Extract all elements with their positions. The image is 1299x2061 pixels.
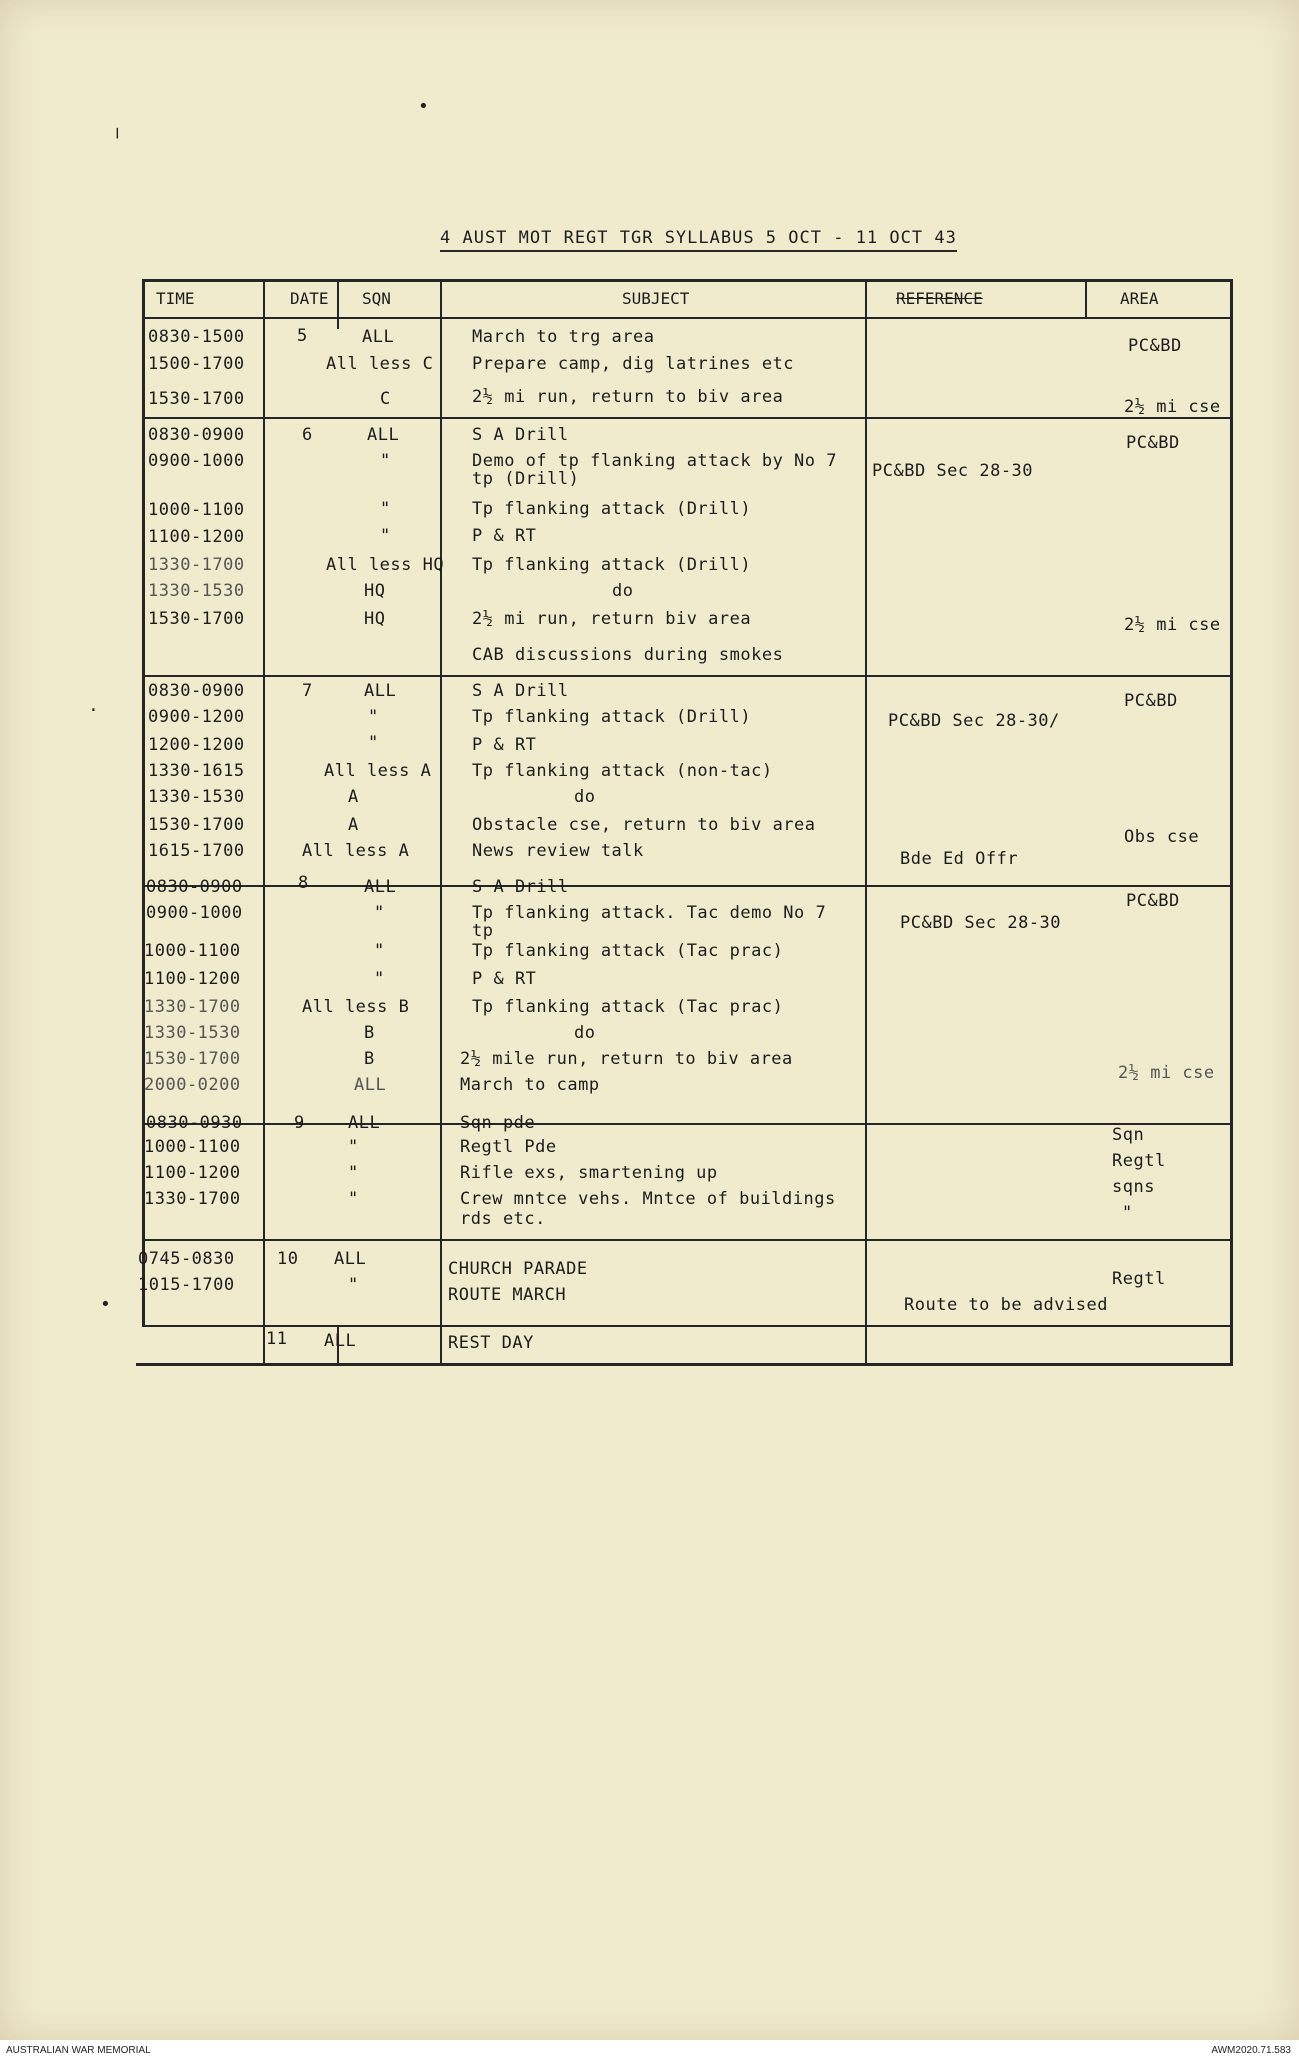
sqn-cell: All less A bbox=[302, 841, 410, 861]
subject-cell: CHURCH PARADE bbox=[448, 1259, 588, 1279]
sqn-cell: " bbox=[368, 707, 379, 727]
subject-cell: Crew mntce vehs. Mntce of buildings bbox=[460, 1189, 836, 1209]
subject-cell-cont: rds etc. bbox=[460, 1209, 546, 1229]
area-cell: 2½ mi cse bbox=[1118, 1063, 1215, 1083]
header-time: TIME bbox=[156, 289, 195, 308]
area-cell: PC&BD bbox=[1126, 891, 1180, 911]
subject-cell-cont: tp bbox=[472, 921, 494, 941]
time-cell: 1615-1700 bbox=[148, 841, 245, 861]
time-cell: 1000-1100 bbox=[144, 1137, 241, 1157]
reference-cell: PC&BD Sec 28-30 bbox=[900, 913, 1062, 933]
sqn-cell: ALL bbox=[324, 1331, 357, 1351]
reference-cell: Route to be advised bbox=[904, 1295, 1108, 1315]
header-subject: SUBJECT bbox=[622, 289, 690, 308]
time-cell: 0830-0930 bbox=[146, 1113, 243, 1133]
subject-cell: REST DAY bbox=[448, 1333, 534, 1353]
subject-cell: Rifle exs, smartening up bbox=[460, 1163, 718, 1183]
subject-cell: Tp flanking attack (Drill) bbox=[472, 707, 752, 727]
subject-cell: Tp flanking attack (non-tac) bbox=[472, 761, 773, 781]
subject-cell: do bbox=[574, 1023, 596, 1043]
header-date: DATE bbox=[290, 289, 329, 308]
reference-cell: Bde Ed Offr bbox=[900, 849, 1019, 869]
time-cell: 1330-1530 bbox=[144, 1023, 241, 1043]
col-divider-date bbox=[337, 279, 339, 329]
time-cell: 1000-1100 bbox=[148, 500, 245, 520]
sqn-cell: ALL bbox=[348, 1113, 381, 1133]
time-cell: 1200-1200 bbox=[148, 735, 245, 755]
date-cell: 11 bbox=[266, 1329, 288, 1349]
subject-cell: March to trg area bbox=[472, 327, 655, 347]
time-cell: 1530-1700 bbox=[148, 815, 245, 835]
time-cell: 1100-1200 bbox=[144, 969, 241, 989]
time-cell: 1330-1530 bbox=[148, 581, 245, 601]
sqn-cell: " bbox=[380, 499, 391, 519]
area-cell: Regtl bbox=[1112, 1151, 1166, 1171]
sqn-cell: HQ bbox=[364, 581, 386, 601]
time-cell: 1330-1615 bbox=[148, 761, 245, 781]
sqn-cell: HQ bbox=[364, 609, 386, 629]
subject-cell: S A Drill bbox=[472, 425, 569, 445]
time-cell: 1330-1700 bbox=[144, 997, 241, 1017]
date-cell: 6 bbox=[302, 425, 313, 445]
subject-cell: P & RT bbox=[472, 735, 537, 755]
reference-cell: PC&BD Sec 28-30/ bbox=[888, 711, 1060, 731]
paper-mark: • bbox=[100, 1294, 111, 1315]
sqn-cell: " bbox=[374, 969, 385, 989]
time-cell: 0830-0900 bbox=[148, 681, 245, 701]
header-sqn: SQN bbox=[362, 289, 391, 308]
time-cell: 1330-1700 bbox=[144, 1189, 241, 1209]
subject-cell: 2½ mile run, return to biv area bbox=[460, 1049, 793, 1069]
time-cell: 1500-1700 bbox=[148, 354, 245, 374]
time-cell: 1330-1530 bbox=[148, 787, 245, 807]
sqn-cell: " bbox=[374, 903, 385, 923]
paper-mark: ╷ bbox=[112, 118, 123, 139]
footer-accession-number: AWM2020.71.583 bbox=[1211, 2045, 1291, 2056]
sqn-cell: " bbox=[348, 1275, 359, 1295]
area-cell: Sqn bbox=[1112, 1125, 1145, 1145]
time-cell: 1000-1100 bbox=[144, 941, 241, 961]
subject-cell: Tp flanking attack (Drill) bbox=[472, 555, 752, 575]
area-cell: Regtl bbox=[1112, 1269, 1166, 1289]
subject-cell-cont: tp (Drill) bbox=[472, 469, 580, 489]
subject-cell: Tp flanking attack (Tac prac) bbox=[472, 997, 784, 1017]
subject-cell: Tp flanking attack (Drill) bbox=[472, 499, 752, 519]
time-cell: 0900-1000 bbox=[146, 903, 243, 923]
date-cell: 7 bbox=[302, 681, 313, 701]
time-cell: 0900-1000 bbox=[148, 451, 245, 471]
sqn-cell: C bbox=[380, 389, 391, 409]
sqn-cell: " bbox=[380, 451, 391, 471]
time-cell: 1015-1700 bbox=[138, 1275, 235, 1295]
header-rule bbox=[142, 317, 1233, 319]
subject-cell: 2½ mi run, return to biv area bbox=[472, 387, 784, 407]
sqn-cell: ALL bbox=[354, 1075, 387, 1095]
table-border-bottom bbox=[136, 1363, 1233, 1366]
subject-cell: Regtl Pde bbox=[460, 1137, 557, 1157]
time-cell: 0830-0900 bbox=[146, 877, 243, 897]
reference-cell: PC&BD Sec 28-30 bbox=[872, 461, 1034, 481]
subject-cell: March to camp bbox=[460, 1075, 600, 1095]
sqn-cell: ALL bbox=[362, 327, 395, 347]
sqn-cell: ALL bbox=[364, 681, 397, 701]
block-divider bbox=[142, 1123, 1233, 1125]
time-cell: 1530-1700 bbox=[148, 609, 245, 629]
sqn-cell: All less C bbox=[326, 354, 434, 374]
subject-cell: ROUTE MARCH bbox=[448, 1285, 567, 1305]
block-divider bbox=[142, 417, 1233, 419]
area-cell: PC&BD bbox=[1128, 336, 1182, 356]
sqn-cell: B bbox=[364, 1023, 375, 1043]
block-divider bbox=[142, 675, 1233, 677]
subject-cell: Obstacle cse, return to biv area bbox=[472, 815, 816, 835]
subject-cell: do bbox=[574, 787, 596, 807]
sqn-cell: " bbox=[348, 1163, 359, 1183]
block-divider bbox=[142, 1239, 1233, 1241]
subject-cell: Tp flanking attack (Tac prac) bbox=[472, 941, 784, 961]
subject-cell: P & RT bbox=[472, 526, 537, 546]
sqn-cell: ALL bbox=[334, 1249, 367, 1269]
paper-mark: • bbox=[418, 96, 429, 117]
area-cell: PC&BD bbox=[1124, 691, 1178, 711]
table-border-top bbox=[142, 279, 1233, 282]
date-cell: 10 bbox=[277, 1249, 299, 1269]
area-cell: 2½ mi cse bbox=[1124, 397, 1221, 417]
date-cell: 9 bbox=[294, 1113, 305, 1133]
sqn-cell: All less HQ bbox=[326, 555, 445, 575]
time-cell: 0830-1500 bbox=[148, 327, 245, 347]
subject-cell: P & RT bbox=[472, 969, 537, 989]
sqn-cell: " bbox=[380, 526, 391, 546]
time-cell: 1100-1200 bbox=[144, 1163, 241, 1183]
header-area: AREA bbox=[1120, 289, 1159, 308]
time-cell: 1100-1200 bbox=[148, 527, 245, 547]
footer-institution: AUSTRALIAN WAR MEMORIAL bbox=[6, 2045, 151, 2056]
subject-cell: S A Drill bbox=[472, 877, 569, 897]
area-cell: sqns bbox=[1112, 1177, 1155, 1197]
archive-footer bbox=[0, 2040, 1299, 2061]
syllabus-table bbox=[138, 279, 1233, 1366]
subject-cell: S A Drill bbox=[472, 681, 569, 701]
col-divider-subject bbox=[865, 279, 867, 1366]
time-cell: 0900-1200 bbox=[148, 707, 245, 727]
col-divider-time bbox=[263, 279, 265, 1366]
area-cell: 2½ mi cse bbox=[1124, 615, 1221, 635]
sqn-cell: ALL bbox=[367, 425, 400, 445]
subject-cell: Tp flanking attack. Tac demo No 7 bbox=[472, 903, 827, 923]
subject-cell: News review talk bbox=[472, 841, 644, 861]
sqn-cell: " bbox=[368, 733, 379, 753]
document-title: 4 AUST MOT REGT TGR SYLLABUS 5 OCT - 11 OCT 43 bbox=[440, 228, 957, 248]
sqn-cell: B bbox=[364, 1049, 375, 1069]
table-border-right bbox=[1230, 279, 1233, 1366]
area-cell: Obs cse bbox=[1124, 827, 1200, 847]
time-cell: 1530-1700 bbox=[144, 1049, 241, 1069]
area-cell: " bbox=[1122, 1203, 1133, 1223]
block-divider bbox=[142, 1325, 1233, 1327]
sqn-cell: All less B bbox=[302, 997, 410, 1017]
sqn-cell: A bbox=[348, 815, 359, 835]
paper-mark: · bbox=[88, 700, 99, 721]
subject-cell: 2½ mi run, return biv area bbox=[472, 609, 752, 629]
sqn-cell: " bbox=[348, 1137, 359, 1157]
col-divider-ref bbox=[1085, 279, 1087, 319]
subject-cell: do bbox=[612, 581, 634, 601]
time-cell: 1330-1700 bbox=[148, 555, 245, 575]
subject-cell: Sqn pde bbox=[460, 1113, 536, 1133]
subject-cell: Demo of tp flanking attack by No 7 bbox=[472, 451, 837, 471]
sqn-cell: ALL bbox=[364, 877, 397, 897]
sqn-cell: " bbox=[374, 941, 385, 961]
sqn-cell: All less A bbox=[324, 761, 432, 781]
date-cell: 8 bbox=[298, 873, 309, 893]
header-reference: REFERENCE bbox=[896, 289, 983, 308]
sqn-cell: A bbox=[348, 787, 359, 807]
time-cell: 2000-0200 bbox=[144, 1075, 241, 1095]
date-cell: 5 bbox=[297, 326, 308, 346]
time-cell: 0830-0900 bbox=[148, 425, 245, 445]
area-cell: PC&BD bbox=[1126, 433, 1180, 453]
time-cell: 0745-0830 bbox=[138, 1249, 235, 1269]
subject-cell: CAB discussions during smokes bbox=[472, 645, 784, 665]
sqn-cell: " bbox=[348, 1189, 359, 1209]
time-cell: 1530-1700 bbox=[148, 389, 245, 409]
col-divider-sqn bbox=[440, 279, 442, 1366]
subject-cell: Prepare camp, dig latrines etc bbox=[472, 354, 795, 374]
